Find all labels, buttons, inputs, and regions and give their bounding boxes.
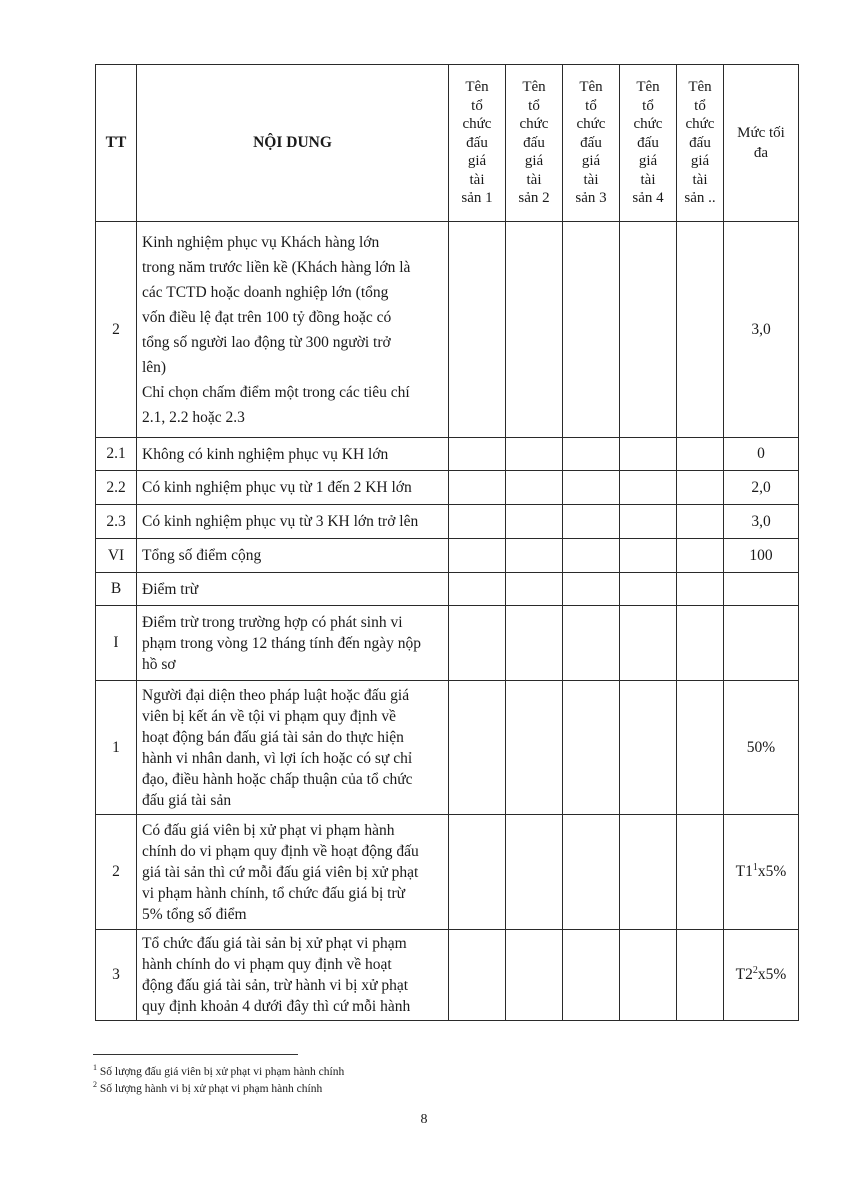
max-score-rate: x5%: [757, 863, 787, 880]
score-cell: [620, 606, 677, 681]
page-number: 8: [420, 1112, 428, 1127]
max-score: [724, 573, 799, 606]
header-org-5-line: tổ: [694, 97, 706, 114]
content-line: phạm trong vòng 12 tháng tính đến ngày nộp: [142, 634, 421, 652]
evaluation-table: [95, 64, 799, 1021]
table-row: [96, 471, 799, 505]
header-org-4-line: giá: [638, 153, 658, 170]
score-cell: [449, 539, 506, 573]
content-line: hành chính do vi phạm quy định về hoạt: [142, 956, 392, 973]
score-cell: [677, 222, 724, 438]
header-org-4-line: tài: [640, 171, 656, 188]
header-org-2-line: sản 2: [518, 190, 550, 207]
score-cell: [563, 606, 620, 681]
score-cell: [620, 815, 677, 930]
content-line: giá tài sản thì cứ mỗi đấu giá viên bị xử phạt: [142, 863, 419, 881]
score-cell: [506, 573, 563, 606]
row-content: [137, 573, 449, 606]
row-number: B: [96, 573, 137, 606]
header-org-2-line: giá: [524, 153, 544, 170]
max-score: [724, 930, 799, 1021]
header-org-3-line: chức: [576, 116, 606, 133]
score-cell: [620, 573, 677, 606]
score-cell: [449, 438, 506, 471]
footnote-number: 2: [93, 1080, 97, 1090]
header-org-1-line: giá: [467, 153, 487, 170]
row-number: 2.2: [96, 471, 137, 505]
table-row: [96, 681, 799, 815]
max-score: [724, 815, 799, 930]
header-org-5-line: tài: [692, 171, 708, 188]
max-score: 3,0: [724, 222, 799, 438]
header-org-2: [506, 65, 563, 222]
content-line: Tổ chức đấu giá tài sản bị xử phạt vi phạm: [142, 935, 407, 952]
content-line: tổng số người lao động từ 300 người trở: [142, 333, 391, 351]
row-content: [137, 222, 449, 438]
footnote-ref: 1: [752, 861, 758, 873]
header-org-3-line: tổ: [585, 97, 597, 114]
header-content: NỘI DUNG: [137, 65, 449, 222]
score-cell: [620, 930, 677, 1021]
header-org-5-line: Tên: [688, 78, 712, 95]
footnote-text: Số lượng hành vi bị xử phạt vi phạm hành chính: [99, 1083, 323, 1095]
score-cell: [620, 471, 677, 505]
content-line: Điểm trừ trong trường hợp có phát sinh vi: [142, 613, 403, 631]
content-line: 2.1, 2.2 hoặc 2.3: [142, 408, 245, 426]
score-cell: [506, 681, 563, 815]
header-org-4-line: sản 4: [632, 190, 664, 207]
score-cell: [563, 505, 620, 539]
footnote-2: [93, 1081, 344, 1098]
header-org-2-line: chức: [519, 116, 549, 133]
score-cell: [449, 573, 506, 606]
header-max-score: [724, 65, 799, 222]
content-line: các TCTD hoặc doanh nghiệp lớn (tổng: [142, 283, 389, 301]
header-org-4: [620, 65, 677, 222]
row-number: 1: [96, 681, 137, 815]
score-cell: [620, 222, 677, 438]
row-number: 2.3: [96, 505, 137, 539]
content-line: hành vi nhân danh, vì lợi ích hoặc có sự chỉ: [142, 749, 413, 767]
score-cell: [506, 438, 563, 471]
footnotes: [93, 1064, 344, 1098]
score-cell: [506, 222, 563, 438]
score-cell: [506, 606, 563, 681]
score-cell: [506, 815, 563, 930]
header-org-1-line: tổ: [471, 97, 483, 114]
max-score: 100: [724, 539, 799, 573]
table-row: [96, 930, 799, 1021]
content-line: đấu giá tài sản: [142, 791, 232, 809]
row-number: 2: [96, 815, 137, 930]
table-row: [96, 505, 799, 539]
score-cell: [563, 222, 620, 438]
table-row: [96, 815, 799, 930]
score-cell: [620, 438, 677, 471]
header-org-1-line: sản 1: [461, 190, 493, 207]
max-score: 2,0: [724, 471, 799, 505]
score-cell: [449, 815, 506, 930]
row-number: VI: [96, 539, 137, 573]
row-number: 3: [96, 930, 137, 1021]
header-org-1-line: đấu: [466, 134, 488, 151]
max-score-rate: x5%: [757, 966, 787, 983]
row-content: [137, 681, 449, 815]
header-max-line: Mức tối: [737, 125, 785, 141]
content-line: Có kinh nghiệm phục vụ từ 1 đến 2 KH lớn: [142, 479, 412, 496]
content-line: động đấu giá tài sản, trừ hành vi bị xử phạt: [142, 977, 409, 994]
header-org-5-line: giá: [690, 153, 710, 170]
header-org-4-line: đấu: [637, 134, 659, 151]
max-score: 0: [724, 438, 799, 471]
content-line: đạo, điều hành hoặc chấp thuận của tổ chức: [142, 770, 413, 788]
header-org-5-line: sản ..: [684, 190, 716, 207]
score-cell: [506, 930, 563, 1021]
content-line: hồ sơ: [142, 655, 176, 673]
content-line: viên bị kết án về tội vi phạm quy định về: [142, 707, 396, 725]
table-row: [96, 606, 799, 681]
max-score: [724, 606, 799, 681]
header-org-5: [677, 65, 724, 222]
score-cell: [620, 539, 677, 573]
score-cell: [620, 681, 677, 815]
score-cell: [677, 539, 724, 573]
max-score: 3,0: [724, 505, 799, 539]
content-line: Người đại diện theo pháp luật hoặc đấu giá: [142, 686, 410, 704]
row-number: 2: [96, 222, 137, 438]
table-row: [96, 573, 799, 606]
content-line: Chỉ chọn chấm điểm một trong các tiêu chí: [142, 383, 410, 401]
header-org-1-line: Tên: [465, 78, 489, 95]
row-content: [137, 438, 449, 471]
score-cell: [563, 681, 620, 815]
row-content: [137, 815, 449, 930]
content-line: chính do vi phạm quy định về hoạt động đấu: [142, 842, 419, 860]
score-cell: [506, 505, 563, 539]
score-cell: [563, 471, 620, 505]
header-org-2-line: đấu: [523, 134, 545, 151]
max-score-var: T2: [735, 966, 753, 983]
score-cell: [677, 930, 724, 1021]
header-org-2-line: tài: [526, 171, 542, 188]
content-line: vốn điều lệ đạt trên 100 tỷ đồng hoặc có: [142, 308, 392, 326]
score-cell: [677, 438, 724, 471]
score-cell: [506, 539, 563, 573]
content-line: Không có kinh nghiệm phục vụ KH lớn: [142, 445, 389, 463]
content-line: Có kinh nghiệm phục vụ từ 3 KH lớn trở lên: [142, 513, 419, 530]
header-org-3-line: giá: [581, 153, 601, 170]
score-cell: [506, 471, 563, 505]
score-cell: [563, 539, 620, 573]
score-cell: [677, 573, 724, 606]
content-line: Điểm trừ: [142, 580, 199, 598]
score-cell: [449, 681, 506, 815]
header-org-3-line: tài: [583, 171, 599, 188]
content-line: hoạt động bán đấu giá tài sản do thực hiện: [142, 728, 404, 746]
row-content: [137, 539, 449, 573]
score-cell: [563, 438, 620, 471]
content-line: trong năm trước liền kề (Khách hàng lớn là: [142, 258, 411, 276]
header-org-2-line: tổ: [528, 97, 540, 114]
header-org-4-line: Tên: [636, 78, 660, 95]
header-org-5-line: chức: [685, 116, 715, 133]
header-org-1-line: chức: [462, 116, 492, 133]
row-content: [137, 930, 449, 1021]
header-org-3: [563, 65, 620, 222]
footnote-number: 1: [93, 1063, 97, 1073]
table-row: [96, 539, 799, 573]
header-max-line: đa: [753, 145, 769, 161]
row-content: [137, 505, 449, 539]
header-org-1: [449, 65, 506, 222]
content-line: vi phạm hành chính, tổ chức đấu giá bị trừ: [142, 884, 406, 902]
score-cell: [677, 606, 724, 681]
row-number: I: [96, 606, 137, 681]
score-cell: [449, 606, 506, 681]
row-content: [137, 471, 449, 505]
max-score: 50%: [724, 681, 799, 815]
content-line: Có đấu giá viên bị xử phạt vi phạm hành: [142, 821, 395, 839]
content-line: Tổng số điểm cộng: [142, 547, 262, 564]
header-org-3-line: Tên: [579, 78, 603, 95]
footnote-1: [93, 1064, 344, 1081]
header-org-1-line: tài: [469, 171, 485, 188]
header-org-3-line: sản 3: [575, 190, 607, 207]
header-row: [96, 65, 799, 222]
score-cell: [677, 815, 724, 930]
header-org-4-line: tổ: [642, 97, 654, 114]
row-number: 2.1: [96, 438, 137, 471]
table-row: [96, 222, 799, 438]
score-cell: [449, 930, 506, 1021]
max-score-var: T1: [735, 863, 753, 880]
footnote-divider: [93, 1054, 298, 1055]
footnote-ref: 2: [752, 964, 758, 976]
score-cell: [620, 505, 677, 539]
score-cell: [677, 471, 724, 505]
table-row: [96, 438, 799, 471]
content-line: Kinh nghiệm phục vụ Khách hàng lớn: [142, 233, 380, 251]
header-org-2-line: Tên: [522, 78, 546, 95]
header-org-3-line: đấu: [580, 134, 602, 151]
content-line: 5% tổng số điểm: [142, 905, 247, 923]
score-cell: [563, 815, 620, 930]
score-cell: [449, 471, 506, 505]
score-cell: [563, 930, 620, 1021]
header-org-4-line: chức: [633, 116, 663, 133]
score-cell: [449, 505, 506, 539]
content-line: lên): [142, 358, 167, 376]
footnote-text: Số lượng đấu giá viên bị xử phạt vi phạm hành chính: [99, 1066, 345, 1078]
content-line: quy định khoản 4 dưới đây thì cứ mỗi hành: [142, 998, 411, 1015]
header-tt: TT: [96, 65, 137, 222]
score-cell: [563, 573, 620, 606]
score-cell: [449, 222, 506, 438]
row-content: [137, 606, 449, 681]
score-cell: [677, 681, 724, 815]
score-cell: [677, 505, 724, 539]
header-org-5-line: đấu: [689, 134, 711, 151]
